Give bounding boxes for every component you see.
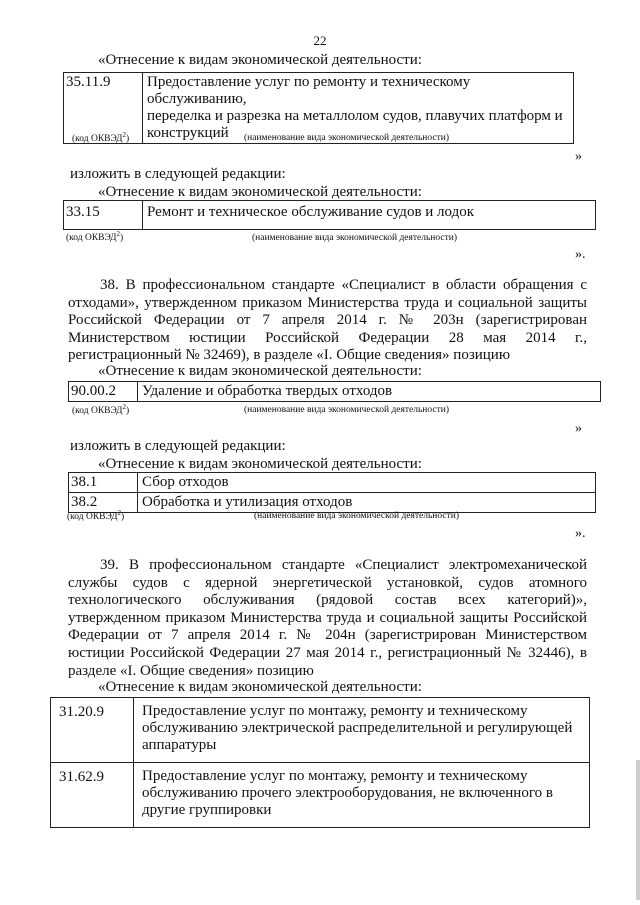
okved-name: Ремонт и техническое обслуживание судов и лодок [143,201,596,230]
table-row [51,698,590,763]
okved-code: 38.1 [69,473,138,493]
name-caption: (наименование вида экономической деятельности) [254,511,459,521]
name-caption: (наименование вида экономической деятельности) [252,233,457,243]
paragraph-line: службы судов с ядерной энергетической установкой, судов атомного [68,574,587,591]
code-caption: (код ОКВЭД$^2$) [66,230,124,244]
paragraph-line: отходами», утвержденном приказом Министерства труда и социальной защиты [68,294,587,311]
intro-text: «Отнесение к видам экономической деятельности: [98,679,422,695]
okved-name: Удаление и обработка твердых отходов [138,382,601,402]
code-caption: (код ОКВЭД$^2$) [67,509,125,523]
okved-name: Обработка и утилизация отходов [138,493,596,513]
replace-text: изложить в следующей редакции: [70,438,286,454]
closing-quote: ». [575,526,586,541]
okved-name [134,698,590,763]
okved-name: Сбор отходов [138,473,596,493]
okved-table-2-new [68,472,596,513]
okved-name-line: переделка и разрезка на металлолом судов, плавучих платформ и [147,108,563,124]
intro-text: «Отнесение к видам экономической деятельности: [98,184,422,200]
okved-name-line: аппаратуры [142,737,217,753]
table-row [51,763,590,828]
scan-edge-shadow [636,760,640,900]
okved-name-line: обслуживанию электрической распределительной и регулирующей [142,720,573,736]
okved-code: 90.00.2 [69,382,138,402]
paragraph-line: 39. В профессиональном стандарте «Специалист электромеханической [100,557,587,573]
okved-table-2-old [68,381,601,402]
paragraph-line: технологического обслуживания (рядовой состав всех категорий)», [68,592,587,609]
paragraph-line: утвержденном приказом Министерства труда и социальной защиты Российской [68,609,587,626]
okved-code: 33.15 [64,201,143,230]
name-caption: (наименование вида экономической деятельности) [244,133,449,143]
okved-table-3-old [50,697,590,828]
table-row [69,493,596,513]
code-caption: (код ОКВЭД$^2$) [72,131,130,145]
okved-name-line: другие группировки [142,802,272,818]
paragraph-38 [68,277,587,365]
okved-code: 31.62.9 [51,763,134,828]
intro-text: «Отнесение к видам экономической деятельности: [98,52,422,68]
name-caption: (наименование вида экономической деятельности) [244,405,449,415]
paragraph-line: Федерации от 7 апреля 2014 г. № 204н (зарегистрирован Министерством [68,627,587,644]
okved-name-line: Предоставление услуг по ремонту и техническому обслуживанию, [147,74,471,107]
closing-quote: ». [575,247,586,262]
paragraph-line: Министерством юстиции Российской Федерации 28 мая 2014 г., [68,329,587,346]
closing-quote: » [575,149,582,164]
okved-code: 35.11.9 [64,73,143,144]
paragraph-line: юстиции Российской Федерации 27 мая 2014 г., регистрационный № 32446), в [68,644,587,661]
code-caption: (код ОКВЭД$^2$) [72,403,130,417]
okved-code: 38.2 [69,493,138,513]
okved-name-line: конструкций [147,125,229,141]
paragraph-line: 38. В профессиональном стандарте «Специалист в области обращения с [100,277,587,293]
table-row [69,473,596,493]
paragraph-line: Российской Федерации от 7 апреля 2014 г. № 203н (зарегистрирован [68,312,587,329]
table-row [69,382,601,402]
paragraph-39 [68,557,587,680]
okved-name-line: обслуживанию прочего электрооборудования, не включенного в [142,785,553,801]
paragraph-line: регистрационный № 32469), в разделе «I. Общие сведения» позицию [68,347,511,364]
okved-name-line: Предоставление услуг по монтажу, ремонту и техническому [142,768,528,784]
closing-quote: » [575,421,582,436]
okved-name [134,763,590,828]
table-row [64,201,596,230]
replace-text: изложить в следующей редакции: [70,166,286,182]
paragraph-line: разделе «I. Общие сведения» позицию [68,662,314,679]
intro-text: «Отнесение к видам экономической деятельности: [98,456,422,472]
intro-text: «Отнесение к видам экономической деятельности: [98,363,422,379]
page-number: 22 [313,33,327,48]
okved-name-line: Предоставление услуг по монтажу, ремонту и техническому [142,703,528,719]
okved-table-1-new [63,200,596,230]
okved-code: 31.20.9 [51,698,134,763]
